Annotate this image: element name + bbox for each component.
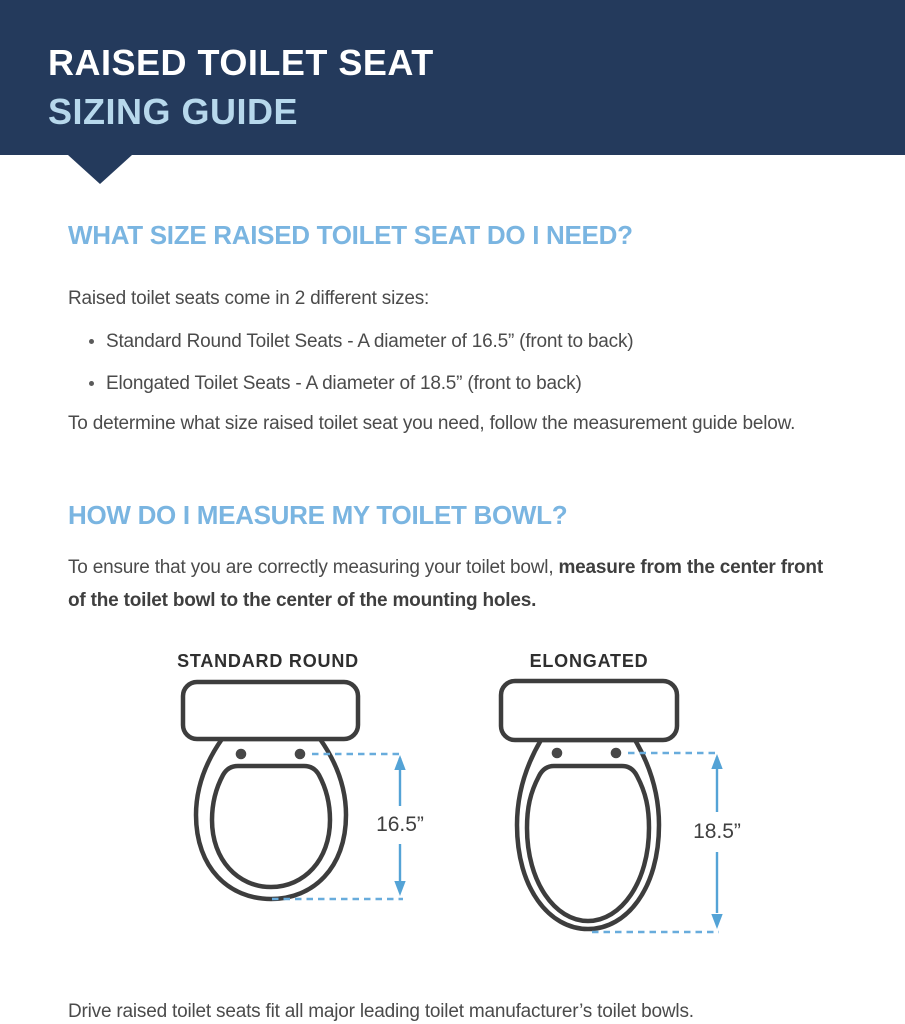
- size-section-outro: To determine what size raised toilet seat you need, follow the measurement guide below.: [68, 413, 796, 434]
- standard-arrowhead-down: [394, 881, 405, 896]
- elongated-tank-outline: [501, 681, 677, 740]
- list-item-standard-round: Standard Round Toilet Seats - A diameter of 16.5” (front to back): [87, 330, 633, 353]
- elongated-mounting-hole-right: [611, 748, 622, 759]
- elongated-toilet-illustration: [501, 681, 723, 932]
- list-item-elongated: Elongated Toilet Seats - A diameter of 18.5” (front to back): [87, 372, 633, 395]
- measure-section-heading: HOW DO I MEASURE MY TOILET BOWL?: [68, 500, 568, 530]
- page-title-line2: SIZING GUIDE: [48, 91, 299, 132]
- elongated-arrowhead-down: [711, 914, 722, 929]
- elongated-diagram-title: ELONGATED: [529, 651, 649, 671]
- size-section-intro: Raised toilet seats come in 2 different sizes:: [68, 288, 430, 309]
- standard-measurement-label: 16.5”: [376, 813, 424, 836]
- elongated-mounting-hole-left: [552, 748, 563, 759]
- standard-arrowhead-up: [394, 755, 405, 770]
- measure-body-bold: measure from the center front of the toilet bowl to the center of the mounting holes.: [68, 557, 823, 611]
- standard-seat-inner-outline: [212, 766, 330, 887]
- standard-mounting-hole-right: [295, 749, 306, 760]
- standard-tank-outline: [183, 682, 358, 739]
- footer-compatibility-text: Drive raised toilet seats fit all major leading toilet manufacturer’s toilet bowls.: [68, 1001, 694, 1022]
- elongated-seat-inner-outline: [527, 766, 649, 921]
- page-title-line1: RAISED TOILET SEAT: [48, 42, 434, 83]
- measure-body-regular: To ensure that you are correctly measuring your toilet bowl,: [68, 557, 559, 578]
- standard-round-toilet-illustration: [183, 682, 406, 899]
- standard-round-diagram-title: STANDARD ROUND: [177, 651, 359, 671]
- standard-mounting-hole-left: [236, 749, 247, 760]
- elongated-arrowhead-up: [711, 754, 722, 769]
- elongated-measurement-label: 18.5”: [693, 820, 741, 843]
- size-section-heading: WHAT SIZE RAISED TOILET SEAT DO I NEED?: [68, 220, 633, 250]
